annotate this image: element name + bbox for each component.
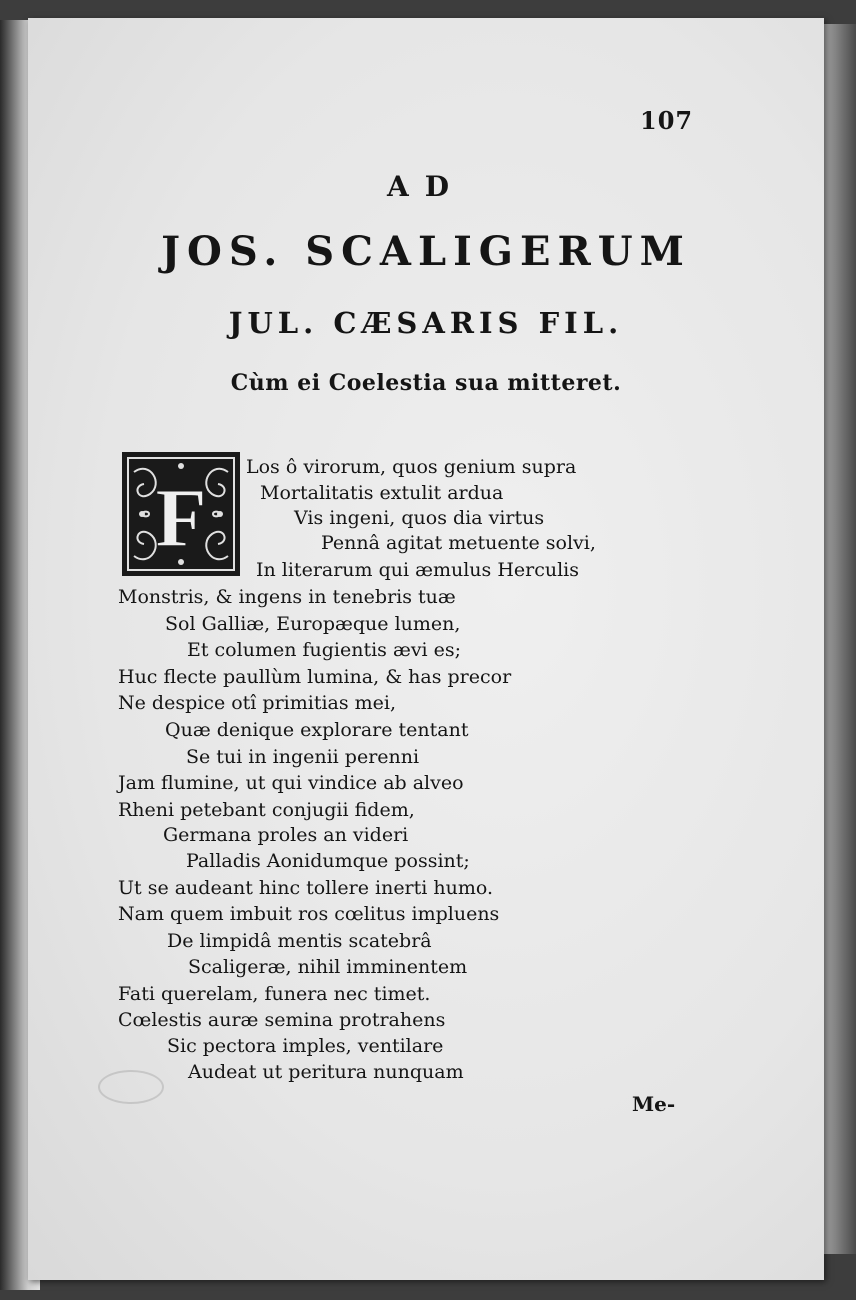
verse-line: Fati querelam, funera nec timet.: [118, 983, 431, 1005]
verse-line: Et columen fugientis ævi es;: [187, 639, 462, 661]
book-page: [28, 18, 824, 1280]
verse-line: Germana proles an videri: [163, 824, 409, 846]
verse-line: Vis ingeni, quos dia virtus: [294, 507, 545, 529]
verse-line: Mortalitatis extulit ardua: [260, 482, 504, 504]
verse-line: Sol Galliæ, Europæque lumen,: [165, 613, 461, 635]
poem-body: [28, 18, 824, 1280]
verse-line: In literarum qui æmulus Herculis: [256, 559, 580, 581]
verse-line: Scaligeræ, nihil imminentem: [188, 956, 468, 978]
verse-line: Quæ denique explorare tentant: [165, 719, 469, 741]
verse-line: Los ô virorum, quos genium supra: [246, 456, 577, 478]
verse-line: Sic pectora imples, ventilare: [167, 1035, 444, 1057]
title-name: JOS. SCALIGERUM: [161, 228, 691, 275]
verse-line: Cœlestis auræ semina protrahens: [118, 1009, 446, 1031]
verse-line: Audeat ut peritura nunquam: [188, 1061, 464, 1083]
title-subtitle: JUL. CÆSARIS FIL.: [228, 306, 624, 340]
initial-letter: F: [155, 472, 207, 565]
verse-line: Pennâ agitat metuente solvi,: [321, 532, 596, 554]
verse-line: De limpidâ mentis scatebrâ: [167, 930, 432, 952]
verse-line: Monstris, & ingens in tenebris tuæ: [118, 586, 456, 608]
verse-line: Palladis Aonidumque possint;: [186, 850, 470, 872]
verse-line: Rheni petebant conjugii fidem,: [118, 799, 415, 821]
verse-line: Nam quem imbuit ros cœlitus impluens: [118, 903, 500, 925]
verse-line: Jam flumine, ut qui vindice ab alveo: [118, 772, 464, 794]
title-ad: AD: [386, 170, 465, 203]
verse-line: Ut se audeant hinc tollere inerti humo.: [118, 877, 494, 899]
page-number: 107: [640, 106, 694, 135]
dedication-line: Cùm ei Coelestia sua mitteret.: [230, 370, 622, 396]
catchword: Me-: [632, 1092, 676, 1116]
verse-line: Huc flecte paullùm lumina, & has precor: [118, 666, 512, 688]
verse-line: Se tui in ingenii perenni: [186, 746, 420, 768]
verse-line: Ne despice otî primitias mei,: [118, 692, 397, 714]
